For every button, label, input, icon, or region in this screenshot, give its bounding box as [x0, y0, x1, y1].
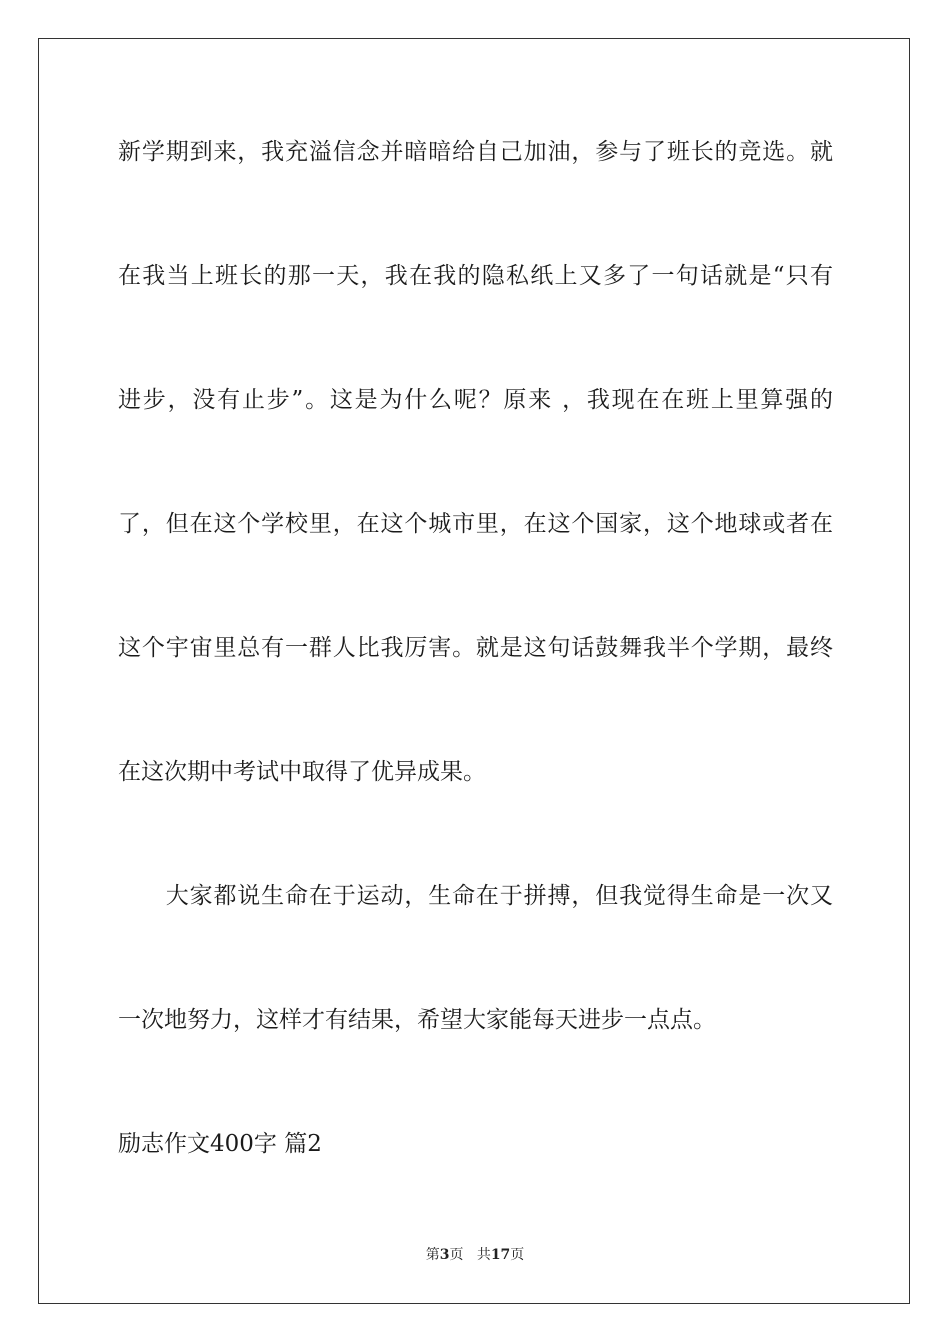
page-footer: [0, 1246, 950, 1264]
page-prefix: 第: [425, 1247, 440, 1263]
section-heading: 励志作文400字 篇2: [118, 1131, 322, 1157]
page-suffix: 页: [449, 1247, 464, 1263]
paragraph-line: 进步，没有止步”。这是为什么呢？原来 ，我现在在班上里算强的: [118, 387, 833, 413]
paragraph-line: 这个宇宙里总有一群人比我厉害。就是这句话鼓舞我半个学期，最终: [118, 635, 833, 661]
paragraph-line: 了，但在这个学校里，在这个城市里，在这个国家，这个地球或者在: [118, 511, 833, 537]
paragraph-line: 在这次期中考试中取得了优异成果。: [118, 759, 486, 785]
total-suffix: 页: [510, 1247, 525, 1263]
paragraph-line: 新学期到来，我充溢信念并暗暗给自己加油，参与了班长的竞选。就: [118, 139, 833, 165]
paragraph-line: 一次地努力，这样才有结果，希望大家能每天进步一点点。: [118, 1007, 716, 1033]
total-page-count: 17: [490, 1247, 511, 1263]
paragraph-line: 在我当上班长的那一天，我在我的隐私纸上又多了一句话就是“只有: [118, 263, 833, 289]
current-page-number: 3: [439, 1247, 450, 1263]
paragraph-line: 大家都说生命在于运动，生命在于拼搏，但我觉得生命是一次又: [118, 883, 833, 909]
total-prefix: 共: [476, 1247, 491, 1263]
page-border: [38, 38, 910, 1304]
